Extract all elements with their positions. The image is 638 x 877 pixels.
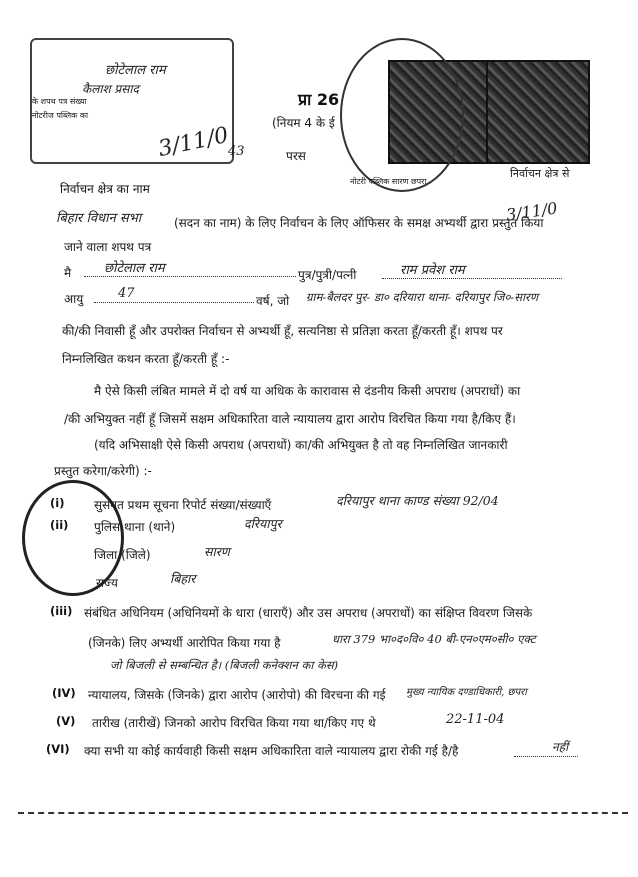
item-v-handwritten: 22-11-04: [446, 712, 505, 727]
item-iii-line1: संबंधित अधिनियम (अधिनियमों के धारा (धाराएँ) और उस अपराध (अपराधों) का संक्षिप्त विवरण जिसके: [84, 606, 533, 620]
item-i-number: (i): [50, 496, 65, 510]
relation-label: पुत्र/पुत्री/पत्नी: [298, 268, 357, 282]
item-vi-handwritten: नहीं: [552, 740, 569, 754]
item-vi-number: (VI): [46, 742, 70, 756]
paras-fragment: परस: [286, 149, 306, 163]
me-label: मै: [64, 266, 72, 280]
para1-line2: /की अभियुक्त नहीं हूँ जिसमें सक्षम अधिकारिता वाले न्यायालय द्वारा आरोप विरचित किया गया है/किए हैं।: [64, 412, 516, 426]
item-iii-handwritten-1: धारा 379 भा०द०वि० 40 बी-एन०एम०सी० एक्ट: [332, 632, 536, 646]
district-value: सारण: [204, 544, 230, 559]
stamp-micro-text: के शपथ पत्र संख्या: [32, 97, 87, 106]
item-vi-line: [514, 756, 578, 757]
item-iv-text: न्यायालय, जिसके (जिनके) द्वारा आरोप (आरोपो) की विरचना की गई: [88, 688, 386, 702]
para1-line1: मै ऐसे किसी लंबित मामले में दो वर्ष या अधिक के कारावास से दंडनीय किसी अपराध (अपराधों) का: [94, 384, 521, 398]
item-ii-value: दरियापुर: [244, 516, 282, 531]
right-constituency-label: निर्वाचन क्षेत्र से: [510, 167, 570, 180]
age-value: 47: [118, 286, 135, 301]
name-line: [84, 276, 296, 277]
house-name-handwritten: बिहार विधान सभा: [56, 211, 142, 226]
item-i-label: सुसंगत प्रथम सूचना रिपोर्ट संख्या/संख्याएँ: [94, 498, 272, 512]
para2-line2: प्रस्तुत करेगा/करेगी) :-: [54, 464, 152, 478]
statement-line: निम्नलिखित कथन करता हूँ/करती हूँ :-: [62, 352, 230, 366]
item-iv-number: (IV): [52, 686, 76, 700]
state-label: राज्य: [96, 576, 118, 590]
item-iii-number: (iii): [50, 604, 73, 618]
stamp-date: 3/11/0: [156, 122, 231, 163]
resident-line: की/की निवासी हूँ और उपरोक्त निर्वाचन से अभ्यर्थी हूँ, सत्यनिष्ठा से प्रतिज्ञा करता हूँ/करती हूँ। शपथ पर: [62, 324, 503, 338]
house-name-tail: (सदन का नाम) के लिए निर्वाचन के लिए ऑफिसर के समक्ष अभ्यर्थी द्वारा प्रस्तुत किया: [174, 216, 544, 230]
item-ii-label: पुलिस थाना (थाने): [94, 520, 176, 534]
address-handwritten: ग्राम-बैलदर पुर- डा० दरियारा थाना- दरियापुर जि०-सारण: [306, 290, 539, 304]
father-name: राम प्रवेश राम: [400, 263, 465, 278]
para2-line1: (यदि अभिसाक्षी ऐसे किसी अपराध (अपराधों) का/की अभियुक्त है तो वह निम्नलिखित जानकारी: [94, 438, 508, 452]
item-iii-handwritten-2: जो बिजली से सम्बन्धित है। (बिजली कनेक्शन का केस): [110, 658, 339, 672]
deponent-name: छोटेलाल राम: [104, 261, 165, 276]
item-vi-text: क्या सभी या कोई कार्यवाही किसी सक्षम अधिकारिता वाले न्यायालय द्वारा रोकी गई है/है: [84, 744, 459, 758]
handwritten-date-right: 3/11/0: [504, 198, 559, 225]
district-label: जिला (जिले): [94, 548, 151, 562]
stamp-handwriting-second: कैलाश प्रसाद: [82, 82, 139, 96]
stamp-handwriting-top: छोटेलाल राम: [105, 63, 166, 78]
state-value: बिहार: [170, 571, 196, 586]
age-tail: वर्ष, जो: [256, 294, 290, 308]
stamp-number-43: 43: [228, 144, 245, 159]
item-iv-handwritten: मुख्य न्यायिक दण्डाधिकारी, छपरा: [406, 687, 527, 698]
item-ii-number: (ii): [50, 518, 69, 532]
item-iii-line2: (जिनके) लिए अभ्यर्थी आरोपित किया गया है: [88, 636, 281, 650]
item-i-value: दरियापुर थाना काण्ड संख्या 92/04: [336, 493, 499, 508]
form-title: प्रा 26: [298, 90, 340, 109]
age-label: आयु: [64, 292, 84, 306]
age-line: [94, 302, 254, 303]
house-line2: जाने वाला शपथ पत्र: [64, 240, 152, 254]
notary-stamp-left: [30, 38, 260, 168]
revenue-stamp-2: [486, 60, 590, 164]
rule-reference: (नियम 4 के ई: [272, 116, 335, 130]
bottom-dashed-divider: [18, 812, 628, 814]
constituency-label: निर्वाचन क्षेत्र का नाम: [60, 182, 150, 196]
stamp-micro-text-2: नोटरीज पब्लिक का: [32, 111, 89, 120]
item-v-text: तारीख (तारीखें) जिनको आरोप विरचित किया गया था/किए गए थे: [92, 716, 376, 730]
father-line: [382, 278, 562, 279]
round-seal: [340, 38, 464, 192]
seal-text: नोटरी पब्लिक सारण छपरा: [350, 177, 427, 186]
item-v-number: (V): [56, 714, 76, 728]
